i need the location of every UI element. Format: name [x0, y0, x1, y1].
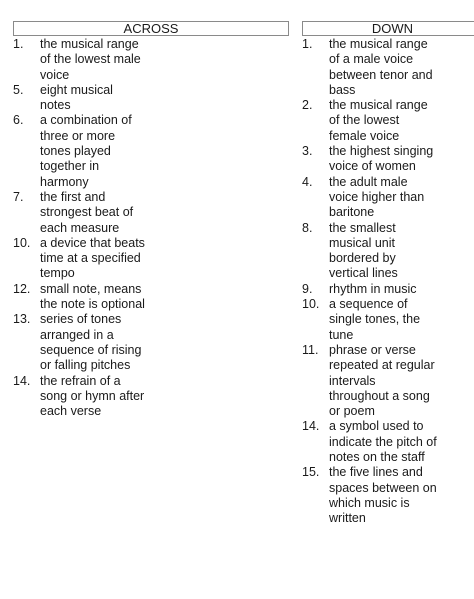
clue-text: the adult male voice higher than baritone — [329, 174, 425, 220]
across-clue-list — [13, 37, 289, 419]
clue-number: 4. — [302, 174, 313, 189]
down-clue — [302, 465, 474, 526]
down-clue — [302, 98, 474, 144]
down-clue — [302, 221, 474, 282]
clue-text: the refrain of a song or hymn after each verse — [40, 373, 145, 419]
clue-text: phrase or verse repeated at regular intervals throughout a song or poem — [329, 342, 435, 419]
clue-text: small note, means the note is optional — [40, 281, 145, 312]
across-clue — [13, 190, 289, 236]
clue-number: 10. — [13, 235, 31, 250]
clue-text: the smallest musical unit bordered by vertical lines — [329, 220, 398, 281]
across-clue — [13, 113, 289, 189]
across-column — [13, 0, 289, 419]
clue-text: a device that beats time at a specified tempo — [40, 235, 145, 281]
down-clue — [302, 144, 474, 175]
clue-number: 8. — [302, 220, 313, 235]
clue-text: the first and strongest beat of each measure — [40, 189, 134, 235]
clue-text: eight musical notes — [40, 82, 113, 113]
clue-number: 10. — [302, 297, 320, 312]
down-column — [302, 0, 474, 527]
clue-number: 6. — [13, 113, 24, 128]
clue-text: the musical range of the lowest male voice — [40, 37, 141, 82]
clue-text: the musical range of the lowest female voice — [329, 98, 428, 143]
across-clue — [13, 374, 289, 420]
down-clue-list — [302, 37, 474, 527]
clue-number: 11. — [302, 342, 319, 357]
clue-number: 1. — [13, 37, 24, 51]
clue-number: 7. — [13, 189, 24, 204]
clue-text: the highest singing voice of women — [329, 144, 434, 174]
clue-text: the musical range of a male voice between tenor and bass — [329, 37, 433, 97]
clue-number: 9. — [302, 281, 313, 296]
across-clue — [13, 236, 289, 282]
down-clue — [302, 37, 474, 98]
down-clue — [302, 297, 474, 343]
down-clue — [302, 419, 474, 465]
down-clue — [302, 282, 474, 297]
down-clue — [302, 175, 474, 221]
clue-number: 2. — [302, 98, 313, 113]
clue-text: rhythm in music — [329, 281, 417, 296]
clue-number: 14. — [13, 373, 31, 388]
clue-number: 13. — [13, 312, 31, 327]
clue-text: the five lines and spaces between on which music is written — [329, 465, 437, 526]
clue-number: 3. — [302, 144, 313, 159]
across-clue — [13, 282, 289, 313]
clue-number: 15. — [302, 465, 320, 480]
down-clue — [302, 343, 474, 419]
across-clue — [13, 312, 289, 373]
across-clue — [13, 83, 289, 114]
clue-number: 5. — [13, 82, 24, 97]
across-header: ACROSS — [13, 21, 289, 36]
clue-text: a sequence of single tones, the tune — [329, 297, 421, 342]
down-header: DOWN — [302, 21, 474, 36]
clue-number: 12. — [13, 281, 31, 296]
clue-number: 1. — [302, 37, 313, 51]
clue-text: a combination of three or more tones played together in harmony — [40, 113, 132, 189]
clue-text: a symbol used to indicate the pitch of notes on the staff — [329, 419, 437, 465]
across-clue — [13, 37, 289, 83]
clue-number: 14. — [302, 419, 320, 434]
clue-text: series of tones arranged in a sequence of rising or falling pitches — [40, 312, 142, 373]
